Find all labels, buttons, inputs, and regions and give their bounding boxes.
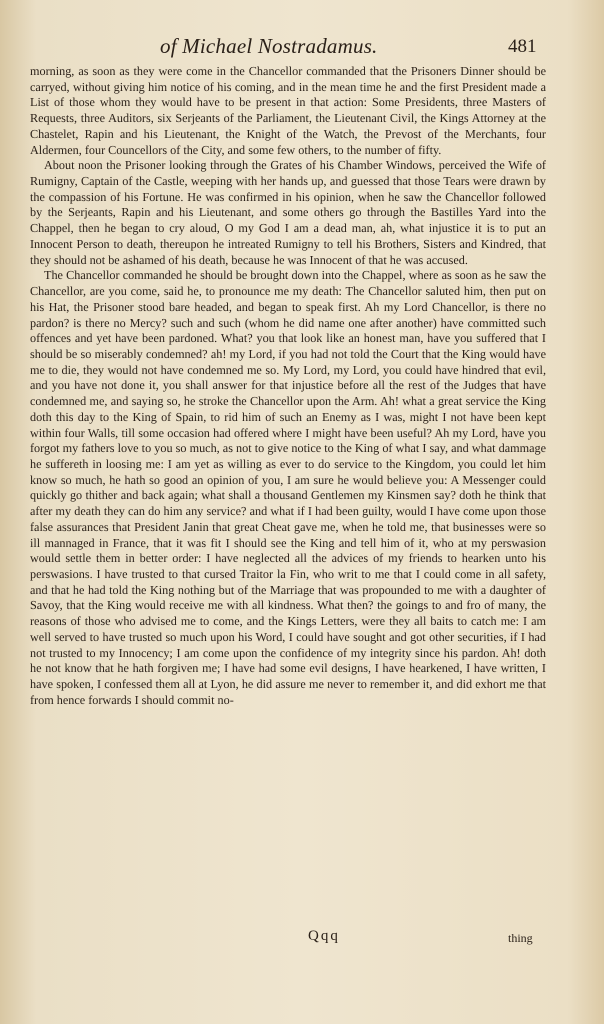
signature-mark: Qqq [308, 928, 340, 944]
page-number: 481 [508, 36, 537, 57]
paragraph-2: About noon the Prisoner looking through the Grates of his Chamber Windows, perceived the Wife of Rumigny, Captain of the Castle, weeping with her hands up, and guessed that those Tears were drawn by the compassion of his Fortune. He was confirmed in his opinion, when he saw the Chancellor followed by the Serjeants, Rapin and his Lieutenant, and some others go through the Bastilles Yard into the Chappel, then he began to cry aloud, O my God I am a dead man, ah, what injustice it is to put an Innocent Person to death, thereupon he intreated Rumigny to tell his Brothers, Sisters and Kindred, that they should not be ashamed of his death, because he was Innocent of that he was accused. [30, 158, 546, 267]
paragraph-1: morning, as soon as they were come in the Chancellor commanded that the Prisoners Dinner should be carryed, without giving him notice of his coming, and in the mean time he and the first President made a List of those whom they would have to be present in that action: Some Presidents, three Masters of Requests, three Auditors, six Serjeants of the Parliament, the Lieutenant Civil, the Kings Attorney at the Chastelet, Rapin and his Lieutenant, the Knight of the Watch, the Prevost of the Merchants, four Aldermen, four Councellors of the City, and some few others, to the number of fifty. [30, 64, 546, 157]
paragraph-3: The Chancellor commanded he should be brought down into the Chappel, where as soon as he saw the Chancellor, are you come, said he, to pronounce me my death: The Chancellor saluted him, then put on his Hat, the Prisoner stood bare headed, and began to speak first. Ah my Lord Chancellor, is there no pardon? is there no Mercy? such and such (whom he did name one after another) have committed such offences and yet have been pardoned. What? you that look like an honest man, have you suffered that I should be so miserably condemned? ah! my Lord, if you had not told the Court that the King would have me to die, they would not have condemned me so. My Lord, my Lord, you could have hindred that evil, and you have not done it, you shall answer for that injustice before all the rest of the Judges that have condemned me, and saying so, he stroke the Chancellor upon the Arm. Ah! what a great service the King doth this day to the King of Spain, to rid him of such an Enemy as I was, might I not have been kept within four Walls, till some occasion had offered where I might have been useful? Ah my Lord, have you forgot my fathers love to you so much, as not to give notice to the King of what I say, and what dammage he suffereth in loosing me: I am yet as willing as ever to do service to the Kingdom, you could let him know so much, he hath so good an opinion of you, I am sure he would believe you: A Messenger could quickly go thither and back again; what shall a thousand Gentlemen my Kinsmen say? doth he think that after my death they can do him any service? and what if I had been guilty, would I have come upon those false assurances that President Janin that great Cheat gave me, when he told me, that businesses were so ill mannaged in France, that it was fit I should see the King and tell him of it, who at my perswasion would settle them in better order: I have neglected all the advices of my friends to hearken unto his perswasions. I have trusted to that cursed Traitor la Fin, who writ to me that I could come in all safety, and that he had told the King nothing but of the Marriage that was propounded to me with a daughter of Savoy, that the King would receive me with all kindness. What then? the goings to and fro of many, the reasons of those who advised me to come, and the Kings Letters, were they all baits to catch me: I am well served to have trusted so much upon his Word, I could have sought and got other securities, if I had not trusted to my Innocency; I am come upon the confidence of my integrity since his pardon. Ah! doth he not know that he hath forgiven me; I have had some evil designs, I have hearkened, I have written, I have spoken, I confessed them all at Lyon, he did assure me never to remember it, and did exhort me that from hence forwards I should commit no- [30, 268, 546, 707]
catchword: thing [508, 931, 533, 945]
page-header [0, 34, 604, 62]
body-text [30, 64, 546, 708]
page-footer [0, 928, 604, 948]
running-title: of Michael Nostradamus. [160, 34, 378, 58]
